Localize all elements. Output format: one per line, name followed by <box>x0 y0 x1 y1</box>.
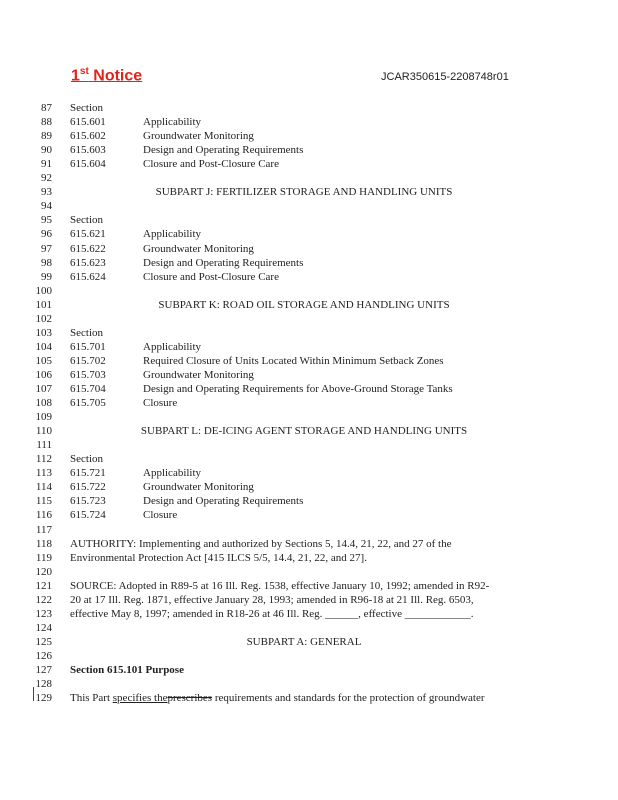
line-number: 94 <box>41 200 52 213</box>
line-number: 129 <box>35 692 52 705</box>
document-line <box>0 157 618 171</box>
line-number: 114 <box>35 481 52 494</box>
section-number: 615.701 <box>70 340 106 353</box>
section-heading: Section 615.101 Purpose <box>70 664 184 676</box>
line-number: 112 <box>35 453 52 466</box>
document-line <box>0 312 618 326</box>
section-number: 615.621 <box>70 228 106 241</box>
subpart-heading: SUBPART A: GENERAL <box>246 635 362 648</box>
document-line <box>0 607 618 621</box>
document-line <box>0 354 618 368</box>
document-line <box>0 452 618 466</box>
subpart-heading: SUBPART K: ROAD OIL STORAGE AND HANDLING UNITS <box>158 298 450 311</box>
line-number: 116 <box>35 509 52 522</box>
notice-number: 1 <box>71 67 80 85</box>
section-title: Design and Operating Requirements <box>143 256 304 269</box>
section-title: Required Closure of Units Located Within Minimum Setback Zones <box>143 354 444 367</box>
document-line <box>0 466 618 480</box>
document-line <box>0 101 618 115</box>
paragraph-text: Environmental Protection Act [415 ILCS 5/5, 14.4, 21, 22, and 27]. <box>70 551 367 564</box>
document-line <box>0 242 618 256</box>
line-number: 109 <box>35 411 52 424</box>
inserted-text: specifies the <box>112 692 168 705</box>
section-number: 615.702 <box>70 354 106 367</box>
section-title: Groundwater Monitoring <box>143 481 254 494</box>
section-number: 615.624 <box>70 270 106 283</box>
document-line <box>0 410 618 424</box>
line-number: 108 <box>35 397 52 410</box>
line-number: 117 <box>35 523 52 536</box>
section-number: 615.724 <box>70 509 106 522</box>
line-number: 121 <box>35 579 52 592</box>
line-number: 123 <box>35 607 52 620</box>
document-line <box>0 677 618 691</box>
document-line <box>0 368 618 382</box>
document-line <box>0 635 618 649</box>
document-line <box>0 270 618 284</box>
section-number: 615.602 <box>70 130 106 143</box>
section-number: 615.703 <box>70 368 106 381</box>
line-number: 88 <box>41 116 52 129</box>
section-number: 615.604 <box>70 158 106 171</box>
section-number: Section <box>70 214 103 227</box>
section-title: Applicability <box>143 340 202 353</box>
line-number: 93 <box>41 186 52 199</box>
section-title: Closure and Post-Closure Care <box>143 158 279 171</box>
document-line <box>0 424 618 438</box>
section-number: Section <box>70 326 103 339</box>
amended-paragraph <box>70 691 485 705</box>
section-number: 615.601 <box>70 116 106 129</box>
line-number: 103 <box>35 326 52 339</box>
line-number: 127 <box>35 664 52 676</box>
section-title: Groundwater Monitoring <box>143 242 254 255</box>
document-line <box>0 143 618 157</box>
document-line <box>0 494 618 508</box>
paragraph-text: requirements and standards for the protection of groundwater <box>212 692 485 705</box>
section-title: Closure and Post-Closure Care <box>143 270 279 283</box>
line-number: 106 <box>35 368 52 381</box>
line-number: 98 <box>41 256 52 269</box>
document-line <box>0 185 618 199</box>
paragraph-text: AUTHORITY: Implementing and authorized by Sections 5, 14.4, 21, 22, and 27 of the <box>70 537 452 550</box>
change-bar <box>33 687 34 701</box>
section-number: Section <box>70 102 103 114</box>
document-line <box>0 691 618 705</box>
section-title: Applicability <box>143 467 202 480</box>
notice-label: Notice <box>93 67 143 85</box>
paragraph-text: SOURCE: Adopted in R89-5 at 16 Ill. Reg. 1538, effective January 10, 1992; amended in R92- <box>70 579 490 592</box>
document-line <box>0 227 618 241</box>
section-number: Section <box>70 453 103 466</box>
line-number: 128 <box>35 678 52 691</box>
line-number: 119 <box>35 551 52 564</box>
document-line <box>0 480 618 494</box>
section-title: Closure <box>143 397 178 410</box>
subpart-heading: SUBPART J: FERTILIZER STORAGE AND HANDLING UNITS <box>155 186 453 199</box>
paragraph-text: This Part <box>70 692 113 705</box>
document-line <box>0 213 618 227</box>
section-number: 615.603 <box>70 144 106 157</box>
document-line <box>0 115 618 129</box>
line-number: 95 <box>41 214 52 227</box>
document-line <box>0 340 618 354</box>
section-number: 615.723 <box>70 495 106 508</box>
subpart-heading: SUBPART L: DE-ICING AGENT STORAGE AND HANDLING UNITS <box>140 425 468 438</box>
section-number: 615.722 <box>70 481 106 494</box>
section-number: 615.623 <box>70 256 106 269</box>
paragraph-text: effective May 8, 1997; amended in R18-26 at 46 Ill. Reg. ______, effective ____________. <box>70 607 474 620</box>
line-number: 122 <box>35 593 52 606</box>
line-number: 126 <box>35 649 52 662</box>
section-title: Applicability <box>143 228 202 241</box>
section-number: 615.721 <box>70 467 106 480</box>
document-line <box>0 326 618 340</box>
document-line <box>0 565 618 579</box>
line-number: 120 <box>35 565 52 578</box>
section-title: Groundwater Monitoring <box>143 368 254 381</box>
section-title: Design and Operating Requirements <box>143 144 304 157</box>
document-line <box>0 298 618 312</box>
document-line <box>0 663 618 677</box>
document-line <box>0 199 618 213</box>
document-line <box>0 438 618 452</box>
section-number: 615.704 <box>70 383 106 395</box>
document-line <box>0 256 618 270</box>
document-line <box>0 129 618 143</box>
document-line <box>0 284 618 298</box>
section-title: Applicability <box>143 116 202 129</box>
line-number: 124 <box>35 621 52 634</box>
line-number: 107 <box>35 383 52 395</box>
line-number: 111 <box>36 439 52 452</box>
line-number: 110 <box>35 425 52 438</box>
document-line <box>0 649 618 663</box>
line-number: 104 <box>35 340 52 353</box>
section-number: 615.705 <box>70 397 106 410</box>
paragraph-text: 20 at 17 Ill. Reg. 1871, effective January 28, 1993; amended in R96-18 at 21 Ill. Reg. 6503, <box>70 593 474 606</box>
document-line <box>0 508 618 522</box>
section-title: Design and Operating Requirements for Above-Ground Storage Tanks <box>143 383 453 395</box>
section-title: Groundwater Monitoring <box>143 130 254 143</box>
line-number: 125 <box>35 635 52 648</box>
line-number: 96 <box>41 228 52 241</box>
line-number: 100 <box>35 284 52 297</box>
line-number: 99 <box>41 270 52 283</box>
line-number: 101 <box>35 298 52 311</box>
line-number: 92 <box>41 172 52 185</box>
document-line <box>0 523 618 537</box>
document-line <box>0 551 618 565</box>
line-number: 102 <box>35 312 52 325</box>
line-number: 90 <box>41 144 52 157</box>
document-line <box>0 537 618 551</box>
line-number: 113 <box>35 467 52 480</box>
line-number: 115 <box>35 495 52 508</box>
line-number: 89 <box>41 130 52 143</box>
document-line <box>0 593 618 607</box>
section-title: Design and Operating Requirements <box>143 495 304 508</box>
line-number: 87 <box>41 102 52 114</box>
document-line <box>0 171 618 185</box>
notice-ordinal: st <box>79 66 89 77</box>
document-line <box>0 396 618 410</box>
document-line <box>0 621 618 635</box>
section-title: Closure <box>143 509 178 522</box>
line-number: 91 <box>41 158 52 171</box>
document-line <box>0 382 618 396</box>
line-number: 118 <box>35 537 52 550</box>
section-number: 615.622 <box>70 242 106 255</box>
line-number: 105 <box>35 354 52 367</box>
line-number: 97 <box>41 242 52 255</box>
document-id: JCAR350615-2208748r01 <box>381 71 509 83</box>
notice-heading <box>71 66 142 85</box>
deleted-text: prescribes <box>167 692 213 705</box>
document-line <box>0 579 618 593</box>
